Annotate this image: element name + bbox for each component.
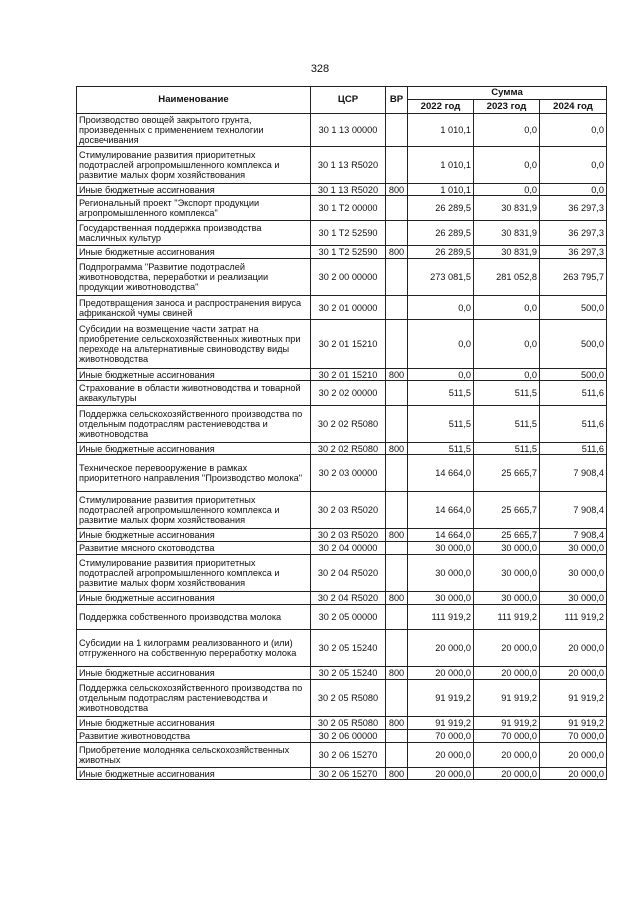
cell-csr: 30 2 03 R5020 [311, 529, 386, 542]
cell-name: Иные бюджетные ассигнования [77, 717, 311, 730]
cell-vr [386, 259, 408, 296]
table-row [77, 667, 607, 680]
budget-table [76, 86, 607, 780]
cell-vr [386, 381, 408, 406]
cell-2024: 20 000,0 [540, 667, 607, 680]
cell-2023: 0,0 [474, 114, 540, 147]
cell-2024: 500,0 [540, 296, 607, 320]
table-row [77, 246, 607, 259]
cell-vr: 800 [386, 592, 408, 605]
table-row [77, 147, 607, 184]
cell-name: Поддержка сельскохозяйственного производства по отдельным подотраслям растениеводства и животноводства [77, 406, 311, 443]
cell-2023: 25 665,7 [474, 455, 540, 492]
table-row [77, 196, 607, 221]
cell-vr [386, 542, 408, 555]
cell-csr: 30 1 13 R5020 [311, 147, 386, 184]
cell-vr [386, 406, 408, 443]
cell-2023: 30 831,9 [474, 196, 540, 221]
table-row [77, 680, 607, 717]
cell-name: Региональный проект "Экспорт продукции агропромышленного комплекса" [77, 196, 311, 221]
cell-2023: 0,0 [474, 320, 540, 369]
cell-name: Стимулирование развития приоритетных подотраслей агропромышленного комплекса и развитие малых форм хозяйствования [77, 147, 311, 184]
cell-2024: 0,0 [540, 147, 607, 184]
cell-vr [386, 630, 408, 667]
cell-2022: 20 000,0 [408, 630, 474, 667]
table-row [77, 492, 607, 529]
cell-2023: 511,5 [474, 443, 540, 455]
table-row [77, 114, 607, 147]
cell-vr [386, 680, 408, 717]
cell-name: Техническое перевооружение в рамках приоритетного направления "Производство молока" [77, 455, 311, 492]
table-row [77, 717, 607, 730]
cell-name: Субсидии на возмещение части затрат на приобретение сельскохозяйственных животных при переходе на альтернативные свиноводству виды животноводства [77, 320, 311, 369]
cell-name: Иные бюджетные ассигнования [77, 184, 311, 196]
cell-2024: 36 297,3 [540, 221, 607, 246]
cell-vr [386, 730, 408, 743]
cell-vr: 800 [386, 768, 408, 780]
cell-name: Иные бюджетные ассигнования [77, 667, 311, 680]
header-csr: ЦСР [311, 87, 386, 114]
cell-csr: 30 2 04 R5020 [311, 555, 386, 592]
header-vr: ВР [386, 87, 408, 114]
table-row [77, 221, 607, 246]
cell-vr [386, 296, 408, 320]
cell-2022: 20 000,0 [408, 667, 474, 680]
cell-vr [386, 196, 408, 221]
cell-2024: 0,0 [540, 114, 607, 147]
cell-name: Субсидии на 1 килограмм реализованного и (или) отгруженного на собственную переработку молока [77, 630, 311, 667]
cell-csr: 30 2 03 R5020 [311, 492, 386, 529]
cell-2023: 20 000,0 [474, 630, 540, 667]
cell-2022: 14 664,0 [408, 492, 474, 529]
cell-2022: 26 289,5 [408, 246, 474, 259]
cell-csr: 30 2 05 R5080 [311, 717, 386, 730]
cell-name: Государственная поддержка производства масличных культур [77, 221, 311, 246]
cell-vr: 800 [386, 443, 408, 455]
cell-2022: 30 000,0 [408, 542, 474, 555]
header-year-2022: 2022 год [408, 100, 474, 114]
cell-csr: 30 2 02 R5080 [311, 443, 386, 455]
table-row [77, 369, 607, 381]
cell-2024: 30 000,0 [540, 542, 607, 555]
cell-2022: 14 664,0 [408, 455, 474, 492]
cell-csr: 30 2 02 R5080 [311, 406, 386, 443]
cell-2024: 30 000,0 [540, 555, 607, 592]
cell-2023: 0,0 [474, 369, 540, 381]
header-sum: Сумма [408, 87, 607, 100]
cell-csr: 30 2 05 15240 [311, 667, 386, 680]
cell-name: Развитие мясного скотоводства [77, 542, 311, 555]
cell-2022: 70 000,0 [408, 730, 474, 743]
cell-2023: 20 000,0 [474, 667, 540, 680]
cell-name: Иные бюджетные ассигнования [77, 443, 311, 455]
cell-vr: 800 [386, 246, 408, 259]
table-row [77, 542, 607, 555]
cell-2024: 511,6 [540, 443, 607, 455]
cell-2024: 91 919,2 [540, 717, 607, 730]
cell-csr: 30 1 T2 52590 [311, 246, 386, 259]
cell-2023: 70 000,0 [474, 730, 540, 743]
cell-vr [386, 114, 408, 147]
cell-2022: 511,5 [408, 381, 474, 406]
cell-2024: 511,6 [540, 381, 607, 406]
cell-2022: 14 664,0 [408, 529, 474, 542]
cell-2024: 91 919,2 [540, 680, 607, 717]
table-row [77, 605, 607, 630]
cell-vr [386, 221, 408, 246]
cell-2022: 511,5 [408, 443, 474, 455]
cell-csr: 30 2 05 00000 [311, 605, 386, 630]
table-row [77, 592, 607, 605]
cell-2024: 36 297,3 [540, 246, 607, 259]
table-row [77, 630, 607, 667]
cell-2022: 1 010,1 [408, 147, 474, 184]
cell-csr: 30 2 00 00000 [311, 259, 386, 296]
cell-csr: 30 1 13 R5020 [311, 184, 386, 196]
cell-name: Предотвращения заноса и распространения вируса африканской чумы свиней [77, 296, 311, 320]
cell-vr [386, 743, 408, 768]
cell-vr [386, 555, 408, 592]
cell-2022: 30 000,0 [408, 592, 474, 605]
cell-csr: 30 2 01 00000 [311, 296, 386, 320]
cell-2023: 25 665,7 [474, 529, 540, 542]
cell-csr: 30 2 01 15210 [311, 320, 386, 369]
cell-vr [386, 605, 408, 630]
table-row [77, 730, 607, 743]
cell-2023: 91 919,2 [474, 717, 540, 730]
cell-2023: 0,0 [474, 296, 540, 320]
cell-2024: 7 908,4 [540, 492, 607, 529]
cell-2022: 26 289,5 [408, 196, 474, 221]
cell-2022: 273 081,5 [408, 259, 474, 296]
table-row [77, 455, 607, 492]
cell-vr: 800 [386, 529, 408, 542]
cell-2022: 26 289,5 [408, 221, 474, 246]
cell-2023: 30 831,9 [474, 246, 540, 259]
cell-2023: 20 000,0 [474, 768, 540, 780]
cell-2023: 20 000,0 [474, 743, 540, 768]
header-year-2023: 2023 год [474, 100, 540, 114]
cell-2022: 20 000,0 [408, 743, 474, 768]
cell-2024: 0,0 [540, 184, 607, 196]
table-row [77, 259, 607, 296]
cell-vr [386, 320, 408, 369]
cell-2023: 30 831,9 [474, 221, 540, 246]
cell-2024: 30 000,0 [540, 592, 607, 605]
cell-2023: 281 052,8 [474, 259, 540, 296]
table-body [77, 114, 607, 780]
cell-2024: 511,6 [540, 406, 607, 443]
cell-2024: 263 795,7 [540, 259, 607, 296]
cell-2023: 511,5 [474, 406, 540, 443]
cell-csr: 30 2 03 00000 [311, 455, 386, 492]
cell-2022: 1 010,1 [408, 184, 474, 196]
cell-2024: 7 908,4 [540, 529, 607, 542]
cell-vr: 800 [386, 184, 408, 196]
cell-2022: 91 919,2 [408, 717, 474, 730]
cell-vr [386, 147, 408, 184]
cell-2022: 111 919,2 [408, 605, 474, 630]
cell-2023: 0,0 [474, 147, 540, 184]
table-row [77, 443, 607, 455]
cell-2024: 111 919,2 [540, 605, 607, 630]
cell-csr: 30 2 06 15270 [311, 768, 386, 780]
cell-name: Страхование в области животноводства и товарной аквакультуры [77, 381, 311, 406]
cell-2022: 511,5 [408, 406, 474, 443]
cell-csr: 30 2 04 R5020 [311, 592, 386, 605]
cell-csr: 30 2 04 00000 [311, 542, 386, 555]
cell-2023: 91 919,2 [474, 680, 540, 717]
cell-name: Приобретение молодняка сельскохозяйственных животных [77, 743, 311, 768]
cell-2023: 30 000,0 [474, 592, 540, 605]
cell-name: Иные бюджетные ассигнования [77, 768, 311, 780]
cell-csr: 30 2 05 15240 [311, 630, 386, 667]
cell-vr [386, 455, 408, 492]
cell-2024: 70 000,0 [540, 730, 607, 743]
cell-2022: 91 919,2 [408, 680, 474, 717]
table-row [77, 320, 607, 369]
cell-csr: 30 2 06 15270 [311, 743, 386, 768]
cell-name: Подпрограмма "Развитие подотраслей животноводства, переработки и реализации продукции животноводства" [77, 259, 311, 296]
cell-name: Поддержка сельскохозяйственного производства по отдельным подотраслям растениеводства и животноводства [77, 680, 311, 717]
cell-name: Стимулирование развития приоритетных подотраслей агропромышленного комплекса и развитие малых форм хозяйствования [77, 492, 311, 529]
cell-2022: 0,0 [408, 296, 474, 320]
cell-csr: 30 1 13 00000 [311, 114, 386, 147]
table-row [77, 768, 607, 780]
cell-name: Иные бюджетные ассигнования [77, 592, 311, 605]
cell-name: Производство овощей закрытого грунта, произведенных с применением технологии досвечивания [77, 114, 311, 147]
cell-2022: 20 000,0 [408, 768, 474, 780]
cell-2024: 500,0 [540, 369, 607, 381]
cell-2023: 511,5 [474, 381, 540, 406]
cell-2024: 20 000,0 [540, 768, 607, 780]
cell-vr: 800 [386, 667, 408, 680]
table-row [77, 743, 607, 768]
page-number: 328 [310, 63, 330, 75]
table-row [77, 555, 607, 592]
table-row [77, 381, 607, 406]
cell-csr: 30 2 06 00000 [311, 730, 386, 743]
table-row [77, 184, 607, 196]
table-row [77, 296, 607, 320]
cell-vr: 800 [386, 717, 408, 730]
cell-name: Стимулирование развития приоритетных подотраслей агропромышленного комплекса и развитие малых форм хозяйствования [77, 555, 311, 592]
cell-2022: 1 010,1 [408, 114, 474, 147]
cell-2023: 25 665,7 [474, 492, 540, 529]
header-name: Наименование [77, 87, 311, 114]
cell-vr [386, 492, 408, 529]
cell-name: Поддержка собственного производства молока [77, 605, 311, 630]
header-year-2024: 2024 год [540, 100, 607, 114]
cell-csr: 30 1 T2 00000 [311, 196, 386, 221]
cell-2023: 30 000,0 [474, 555, 540, 592]
cell-csr: 30 2 02 00000 [311, 381, 386, 406]
cell-2024: 20 000,0 [540, 743, 607, 768]
cell-vr: 800 [386, 369, 408, 381]
cell-2022: 0,0 [408, 320, 474, 369]
table-row [77, 529, 607, 542]
cell-2023: 111 919,2 [474, 605, 540, 630]
cell-2024: 20 000,0 [540, 630, 607, 667]
cell-csr: 30 2 05 R5080 [311, 680, 386, 717]
cell-2024: 36 297,3 [540, 196, 607, 221]
cell-name: Иные бюджетные ассигнования [77, 246, 311, 259]
cell-2023: 0,0 [474, 184, 540, 196]
cell-name: Иные бюджетные ассигнования [77, 369, 311, 381]
cell-2022: 30 000,0 [408, 555, 474, 592]
cell-name: Иные бюджетные ассигнования [77, 529, 311, 542]
cell-2023: 30 000,0 [474, 542, 540, 555]
table-row [77, 406, 607, 443]
cell-2024: 7 908,4 [540, 455, 607, 492]
cell-name: Развитие животноводства [77, 730, 311, 743]
cell-2022: 0,0 [408, 369, 474, 381]
cell-2024: 500,0 [540, 320, 607, 369]
cell-csr: 30 1 T2 52590 [311, 221, 386, 246]
cell-csr: 30 2 01 15210 [311, 369, 386, 381]
